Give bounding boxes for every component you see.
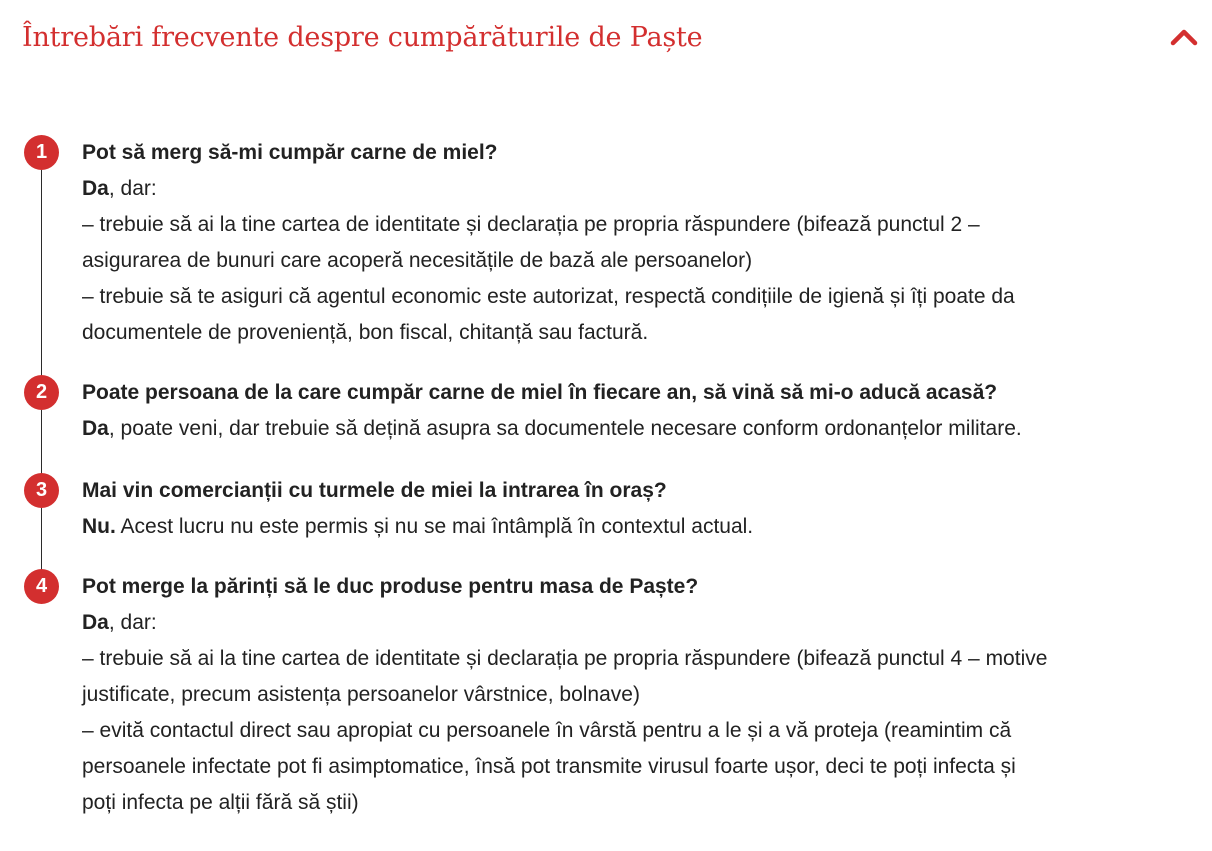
faq-body xyxy=(82,135,1200,351)
faq-question: Pot să merg să-mi cumpăr carne de miel? xyxy=(82,141,498,164)
faq-answer-line: persoanele infectate pot fi asimptomatice, însă pot transmite virusul foarte ușor, deci te poți infecta și xyxy=(82,755,1016,778)
answer-lead-rest: Acest lucru nu este permis și nu se mai întâmplă în contextul actual. xyxy=(115,515,754,538)
faq-answer-line: asigurarea de bunuri care acoperă necesitățile de bază ale persoanelor) xyxy=(82,249,753,272)
faq-answer-intro xyxy=(82,605,1200,641)
faq-answer-line: – trebuie să ai la tine cartea de identitate și declarația pe propria răspundere (bifează punctul 2 – xyxy=(82,213,980,236)
faq-answer-line: justificate, precum asistența persoanelor vârstnice, bolnave) xyxy=(82,683,640,706)
faq-answer-line: – trebuie să ai la tine cartea de identitate și declarația pe propria răspundere (bifează punctul 4 – motive xyxy=(82,647,1048,670)
faq-answer-intro xyxy=(82,509,1200,545)
answer-lead: Nu. xyxy=(82,515,116,538)
answer-lead: Da xyxy=(82,611,109,634)
faq-answer-line: documentele de proveniență, bon fiscal, chitanță sau factură. xyxy=(82,321,649,344)
number-badge: 4 xyxy=(24,569,59,604)
answer-lead: Da xyxy=(82,177,109,200)
number-badge: 3 xyxy=(24,473,59,508)
number-badge: 2 xyxy=(24,375,59,410)
faq-answer-intro xyxy=(82,411,1200,447)
answer-lead-rest: , poate veni, dar trebuie să dețină asupra sa documentele necesare conform ordonanțelor militare. xyxy=(108,417,1022,440)
faq-answer-intro xyxy=(82,171,1200,207)
faq-answer-line: poți infecta pe alții fără să știi) xyxy=(82,791,359,814)
faq-body xyxy=(82,569,1200,821)
timeline-connector xyxy=(41,508,42,570)
answer-lead-rest: , dar: xyxy=(108,177,157,200)
timeline-connector xyxy=(41,170,42,376)
faq-body xyxy=(82,375,1200,447)
answer-lead: Da xyxy=(82,417,109,440)
answer-lead-rest: , dar: xyxy=(108,611,157,634)
timeline-connector xyxy=(41,410,42,474)
faq-answer-line: – evită contactul direct sau apropiat cu persoanele în vârstă pentru a le și a vă proteja (reamintim că xyxy=(82,719,1012,742)
faq-question: Mai vin comercianții cu turmele de miei la intrarea în oraș? xyxy=(82,479,667,502)
faq-question: Pot merge la părinți să le duc produse pentru masa de Paște? xyxy=(82,575,699,598)
number-badge: 1 xyxy=(24,135,59,170)
faq-answer-line: – trebuie să te asiguri că agentul economic este autorizat, respectă condițiile de igienă și îți poate da xyxy=(82,285,1015,308)
faq-question: Poate persoana de la care cumpăr carne de miel în fiecare an, să vină să mi-o aducă acasă? xyxy=(82,381,998,404)
faq-title: Întrebări frecvente despre cumpărăturile de Paște xyxy=(22,22,703,53)
faq-body xyxy=(82,473,1200,545)
